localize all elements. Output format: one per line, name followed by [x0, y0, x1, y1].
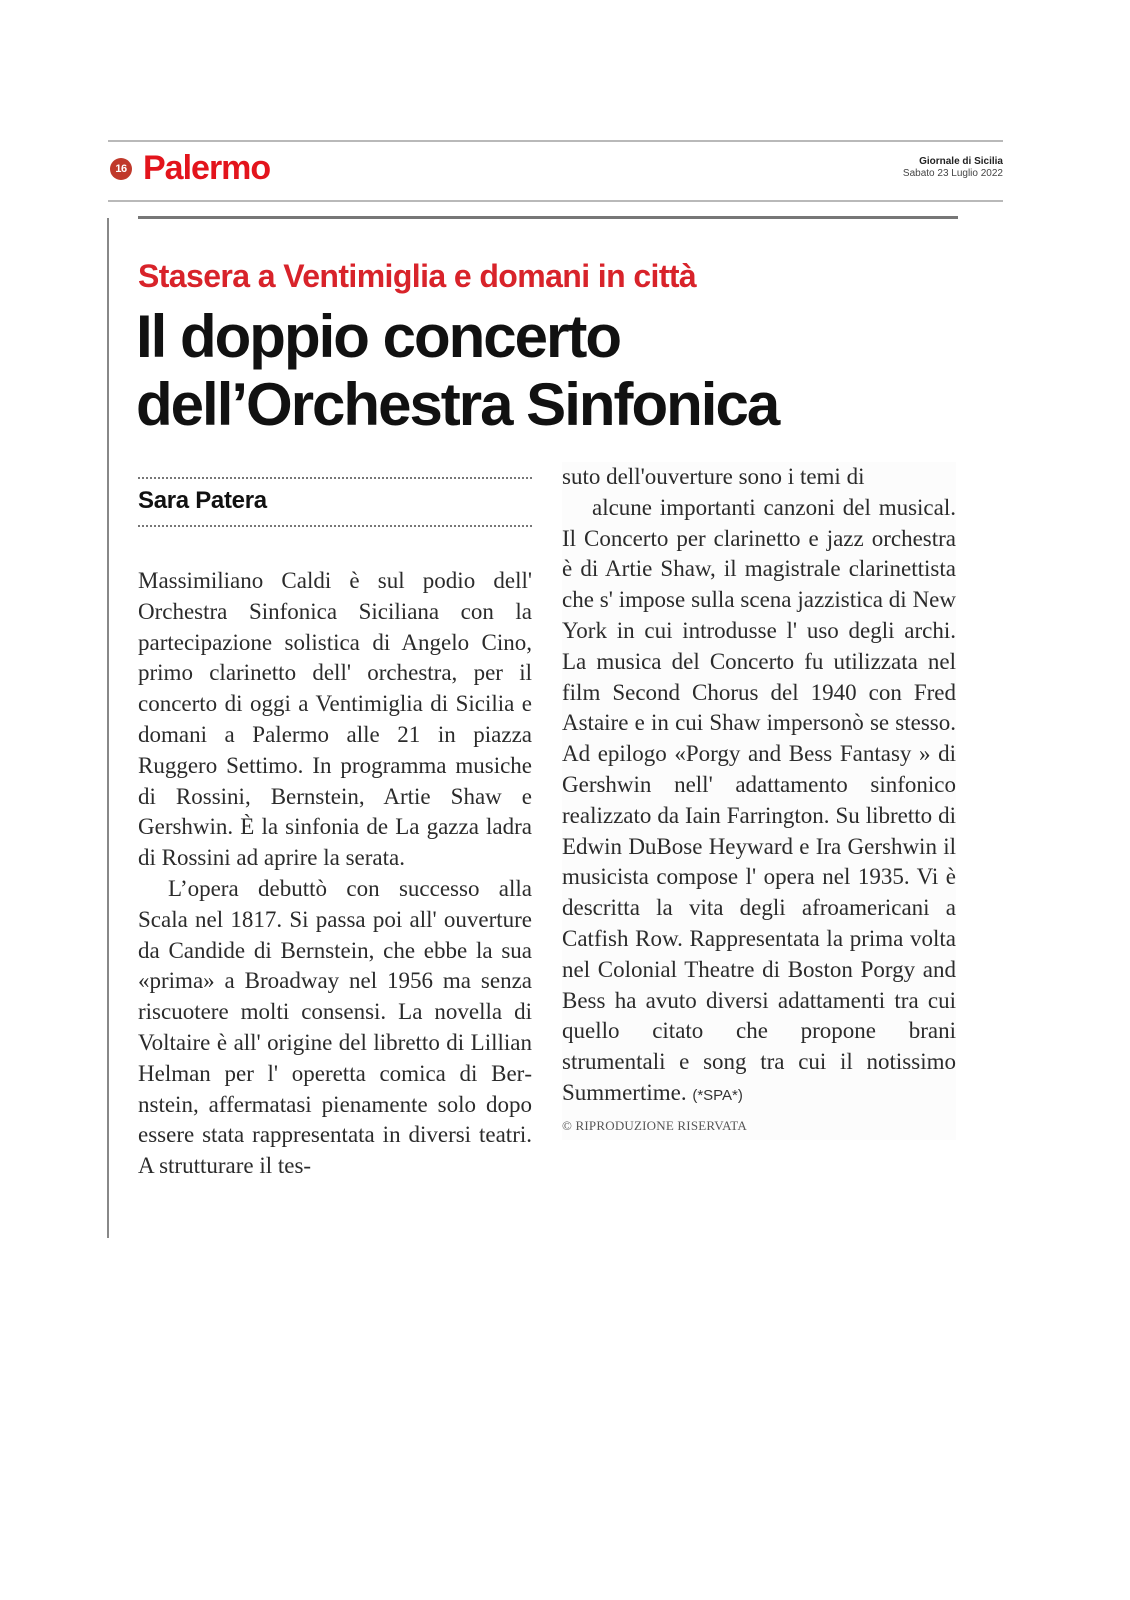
author-signature: (*SPA*) [692, 1086, 743, 1104]
page-header [108, 146, 1003, 196]
body-paragraph [562, 493, 956, 1112]
header-bottom-rule [108, 200, 1003, 202]
section-title: Palermo [143, 149, 271, 187]
copyright-notice: © RIPRODUZIONE RISERVATA [562, 1117, 747, 1133]
issue-date: Sabato 23 Luglio 2022 [902, 168, 1003, 179]
header-top-rule [108, 140, 1003, 142]
body-paragraph-text: alcune importanti canzoni del musical. Il Concerto per clarinetto e jazz orchestra è di Artie Shaw, il magistrale clarinettista che s' impose sulla scena jazzistica di New York in cui introdusse l' uso degli archi. La musica del Concerto fu utilizzata nel film Second Chorus del 1940 con Fred Astaire e in cui Shaw impersonò se stesso. Ad epilogo «Porgy and Bess Fantasy » di Gershwin nell' adattamento sinfonico realizzato da Iain Farrington. Su libretto di Edwin DuBose Heyward e Ira Gershwin il musicista compose l' opera nel 1935. Vi è descritta la vita degli afroamericani a Catfish Row. Rappresentata la prima volta nel Colonial Theatre di Boston Porgy and Bess ha avuto diversi adattamenti tra cui quello citato che propone brani strumentali e song tra cui il notissimo Summertime. [562, 494, 956, 1105]
article-left-border [107, 218, 109, 1238]
byline-box [138, 477, 532, 527]
body-paragraph: Massimiliano Caldi è sul podio dell' Orchestra Sinfonica Siciliana con la partecipazione solistica di Angelo Cino, primo clarinetto dell' orchestra, per il concerto di oggi a Ventimiglia di Sicilia e domani a Palermo alle 21 in piazza Ruggero Settimo. In programma musiche di Rossini, Bernstein, Artie Shaw e Gershwin. È la sinfonia de La gazza ladra di Rossini ad aprire la serata. [138, 568, 532, 871]
newspaper-name: Giornale di Sicilia [919, 156, 1003, 167]
body-paragraph: L’opera debuttò con successo alla Scala nel 1817. Si passa poi all' ouverture da Candide di Bernstein, che ebbe la sua «prima» a Broadway nel 1956 ma senza riscuotere molti consensi. La novella di Voltaire è all' origine del libretto di Lillian Helman per l' operetta comica di Bernstein, affermatasi pienamente solo dopo essere stata rappresentata in diversi teatri. A strutturare il tes- [138, 875, 532, 1179]
headline-line-2: dell’Orchestra Sinfonica [136, 371, 779, 438]
article-headline [136, 303, 778, 439]
article-top-rule [138, 216, 958, 219]
article-kicker: Stasera a Ventimiglia e domani in città [138, 258, 697, 294]
headline-line-1: Il doppio concerto [136, 303, 620, 370]
byline-bottom-divider [138, 525, 532, 527]
article-column-right [562, 462, 956, 1140]
page-number-badge: 16 [110, 158, 132, 180]
article-column-left [138, 566, 532, 1182]
masthead [903, 156, 1003, 180]
byline-author: Sara Patera [138, 487, 267, 514]
body-continuation-line: suto dell'ouverture sono i temi di [562, 464, 865, 489]
